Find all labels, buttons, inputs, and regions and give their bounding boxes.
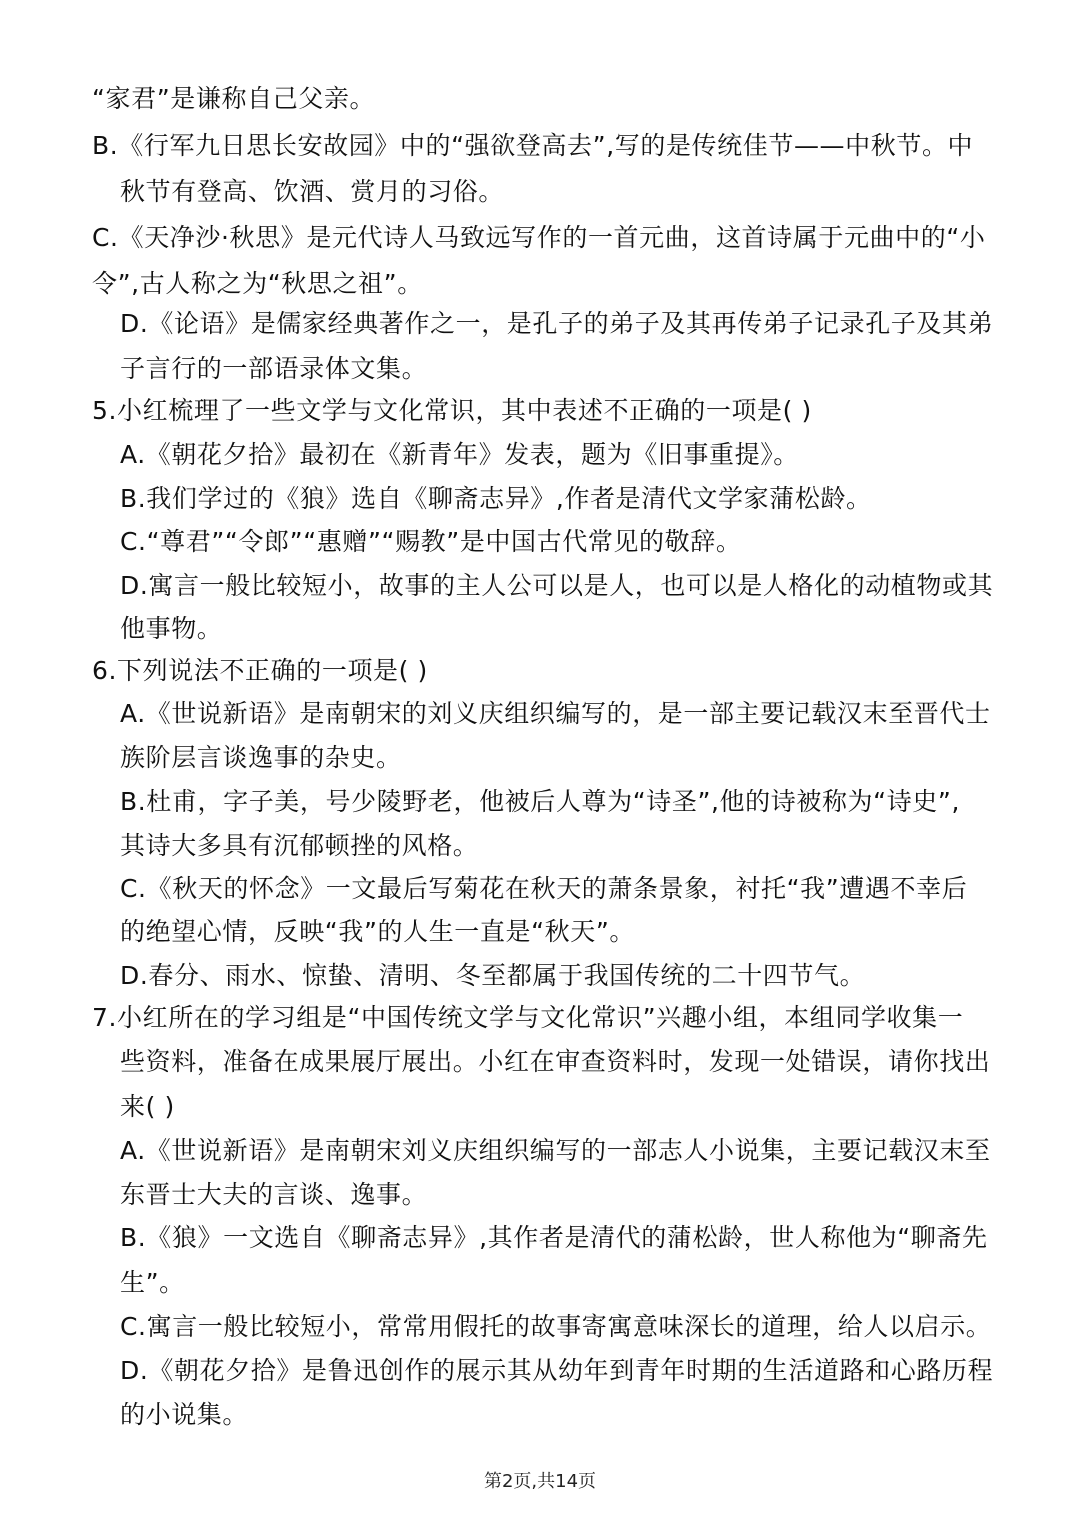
option-c-line: C.《天净沙·秋思》是元代诗人马致远写作的一首元曲，这首诗属于元曲中的“小	[92, 223, 986, 252]
option-d-line: D.寓言一般比较短小，故事的主人公可以是人，也可以是人格化的动植物或其	[120, 571, 994, 600]
text-line: 东晋士大夫的言谈、逸事。	[120, 1180, 428, 1209]
option-a-line: A.《朝花夕拾》最初在《新青年》发表，题为《旧事重提》。	[120, 440, 799, 469]
option-b-line: B.杜甫，字子美，号少陵野老，他被后人尊为“诗圣”,他的诗被称为“诗史”,	[120, 787, 961, 816]
text-line: 的小说集。	[120, 1400, 249, 1429]
question-6: 6.下列说法不正确的一项是( )	[92, 656, 428, 685]
text-line: 的绝望心情，反映“我”的人生一直是“秋天”。	[120, 917, 636, 946]
option-d-line: D.《朝花夕拾》是鲁迅创作的展示其从幼年到青年时期的生活道路和心路历程	[120, 1356, 994, 1385]
text-line: 秋节有登高、饮酒、赏月的习俗。	[120, 177, 505, 206]
text-line: 其诗大多具有沉郁顿挫的风格。	[120, 831, 479, 860]
text-line: 生”。	[120, 1268, 185, 1297]
text-line: 令”,古人称之为“秋思之祖”。	[92, 269, 423, 298]
text-line: 些资料，准备在成果展厅展出。小红在审查资料时，发现一处错误，请你找出	[120, 1047, 991, 1076]
text-line: “家君”是谦称自己父亲。	[92, 84, 376, 113]
option-a-line: A.《世说新语》是南朝宋的刘义庆组织编写的，是一部主要记载汉末至晋代士	[120, 699, 991, 728]
page-number: 第2页,共14页	[483, 1471, 597, 1492]
question-5: 5.小红梳理了一些文学与文化常识，其中表述不正确的一项是( )	[92, 396, 812, 425]
option-a-line: A.《世说新语》是南朝宋刘义庆组织编写的一部志人小说集，主要记载汉末至	[120, 1136, 991, 1165]
option-d-line: D.春分、雨水、惊蛰、清明、冬至都属于我国传统的二十四节气。	[120, 961, 866, 990]
question-7: 7.小红所在的学习组是“中国传统文学与文化常识”兴趣小组，本组同学收集一	[92, 1003, 964, 1032]
option-d-line: D.《论语》是儒家经典著作之一，是孔子的弟子及其再传弟子记录孔子及其弟	[120, 309, 994, 338]
text-line: 来( )	[120, 1092, 175, 1121]
option-c-line: C.寓言一般比较短小，常常用假托的故事寄寓意味深长的道理，给人以启示。	[120, 1312, 992, 1341]
option-c-line: C.《秋天的怀念》一文最后写菊花在秋天的萧条景象，衬托“我”遭遇不幸后	[120, 874, 968, 903]
option-c-line: C.“尊君”“令郎”“惠赠”“赐教”是中国古代常见的敬辞。	[120, 527, 742, 556]
text-line: 族阶层言谈逸事的杂史。	[120, 743, 402, 772]
option-b-line: B.《行军九日思长安故园》中的“强欲登高去”,写的是传统佳节——中秋节。中	[92, 131, 974, 160]
text-line: 他事物。	[120, 614, 223, 643]
text-line: 子言行的一部语录体文集。	[120, 354, 428, 383]
option-b-line: B.我们学过的《狼》选自《聊斋志异》,作者是清代文学家蒲松龄。	[120, 484, 872, 513]
option-b-line: B.《狼》一文选自《聊斋志异》,其作者是清代的蒲松龄，世人称他为“聊斋先	[120, 1223, 988, 1252]
